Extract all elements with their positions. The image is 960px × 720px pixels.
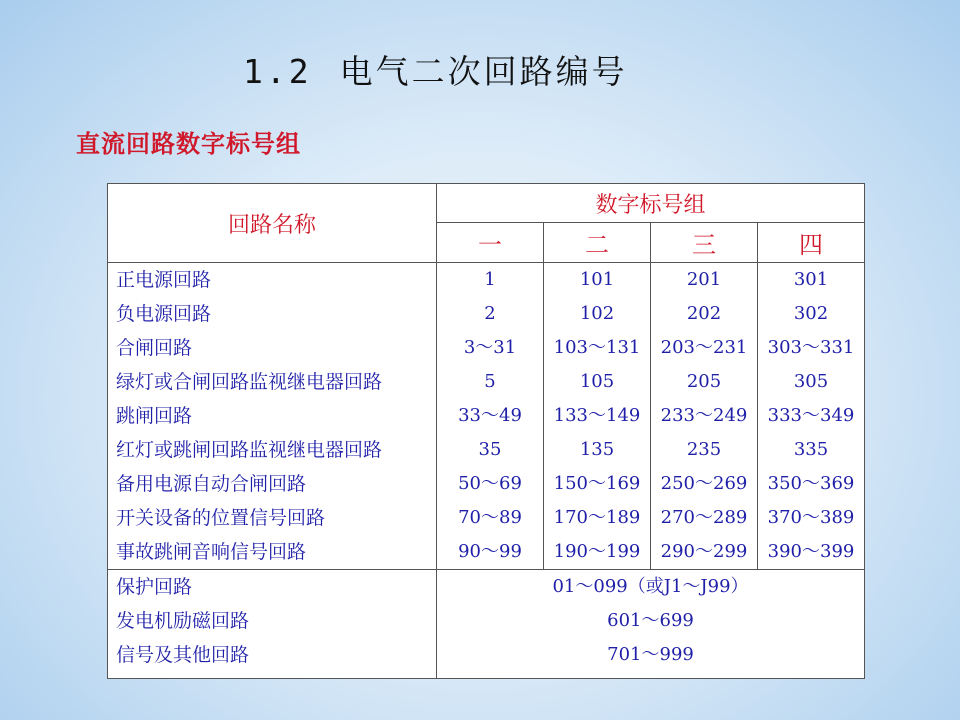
table-row-3	[108, 331, 865, 365]
row-name: 信号及其他回路	[108, 638, 437, 679]
row-name: 备用电源自动合闸回路	[108, 467, 437, 501]
row-value: 370～389	[758, 501, 865, 535]
table-row-merged-3	[108, 638, 865, 679]
row-value: 1	[484, 269, 496, 290]
table-row-merged-2	[108, 604, 865, 638]
row-value: 170～189	[544, 501, 651, 535]
row-value: 50～69	[458, 473, 522, 494]
row-value: 305	[758, 365, 865, 399]
row-value: 103～131	[544, 331, 651, 365]
row-value: 335	[758, 433, 865, 467]
row-value: 302	[758, 297, 865, 331]
section-number: 1.2	[243, 52, 312, 91]
row-value: 201	[651, 263, 758, 298]
slide-title	[243, 46, 628, 93]
table-row-8	[108, 501, 865, 535]
row-value: 90～99	[458, 541, 522, 562]
table-row-9	[108, 535, 865, 570]
row-name: 绿灯或合闸回路监视继电器回路	[108, 365, 437, 399]
table-row-1	[108, 263, 865, 298]
row-name: 正电源回路	[108, 263, 437, 298]
header-circuit-name: 回路名称	[108, 184, 437, 263]
header-group-1: 一	[437, 223, 544, 263]
row-name: 合闸回路	[108, 331, 437, 365]
row-name: 负电源回路	[108, 297, 437, 331]
table-row-merged-1	[108, 570, 865, 605]
section-title: 电气二次回路编号	[339, 52, 628, 91]
row-value: 290～299	[651, 535, 758, 570]
row-value: 102	[544, 297, 651, 331]
table-row-6	[108, 433, 865, 467]
row-name: 跳闸回路	[108, 399, 437, 433]
header-group-2: 二	[544, 223, 651, 263]
row-value: 250～269	[651, 467, 758, 501]
row-value: 203～231	[651, 331, 758, 365]
table-row-5	[108, 399, 865, 433]
row-value: 190～199	[544, 535, 651, 570]
table-row-7	[108, 467, 865, 501]
row-value: 205	[651, 365, 758, 399]
row-value: 2	[484, 303, 496, 324]
row-value: 105	[544, 365, 651, 399]
row-name: 事故跳闸音响信号回路	[108, 535, 437, 570]
row-value: 390～399	[758, 535, 865, 570]
circuit-number-table	[107, 183, 865, 679]
row-merged-value: 01～099（或J1～J99）	[437, 570, 865, 605]
row-value: 33～49	[458, 405, 522, 426]
header-number-group: 数字标号组	[437, 184, 865, 223]
row-value: 70～89	[458, 507, 522, 528]
row-value: 303～331	[758, 331, 865, 365]
table-row-2	[108, 297, 865, 331]
row-value: 135	[544, 433, 651, 467]
row-value: 5	[484, 371, 496, 392]
row-value: 35	[478, 439, 502, 460]
row-name: 开关设备的位置信号回路	[108, 501, 437, 535]
row-value: 301	[758, 263, 865, 298]
row-value: 235	[651, 433, 758, 467]
row-merged-value: 701～999	[607, 644, 694, 665]
table-row-4	[108, 365, 865, 399]
row-value: 233～249	[651, 399, 758, 433]
header-group-4: 四	[758, 223, 865, 263]
row-name: 保护回路	[108, 570, 437, 605]
row-value: 133～149	[544, 399, 651, 433]
row-name: 红灯或跳闸回路监视继电器回路	[108, 433, 437, 467]
row-value: 333～349	[758, 399, 865, 433]
row-value: 202	[651, 297, 758, 331]
row-value: 150～169	[544, 467, 651, 501]
header-row	[108, 184, 865, 223]
row-name: 发电机励磁回路	[108, 604, 437, 638]
row-value: 350～369	[758, 467, 865, 501]
row-merged-value: 601～699	[607, 610, 694, 631]
table-caption: 直流回路数字标号组	[76, 130, 301, 158]
header-group-3: 三	[651, 223, 758, 263]
row-value: 270～289	[651, 501, 758, 535]
row-value: 3～31	[463, 337, 517, 358]
row-value: 101	[544, 263, 651, 298]
